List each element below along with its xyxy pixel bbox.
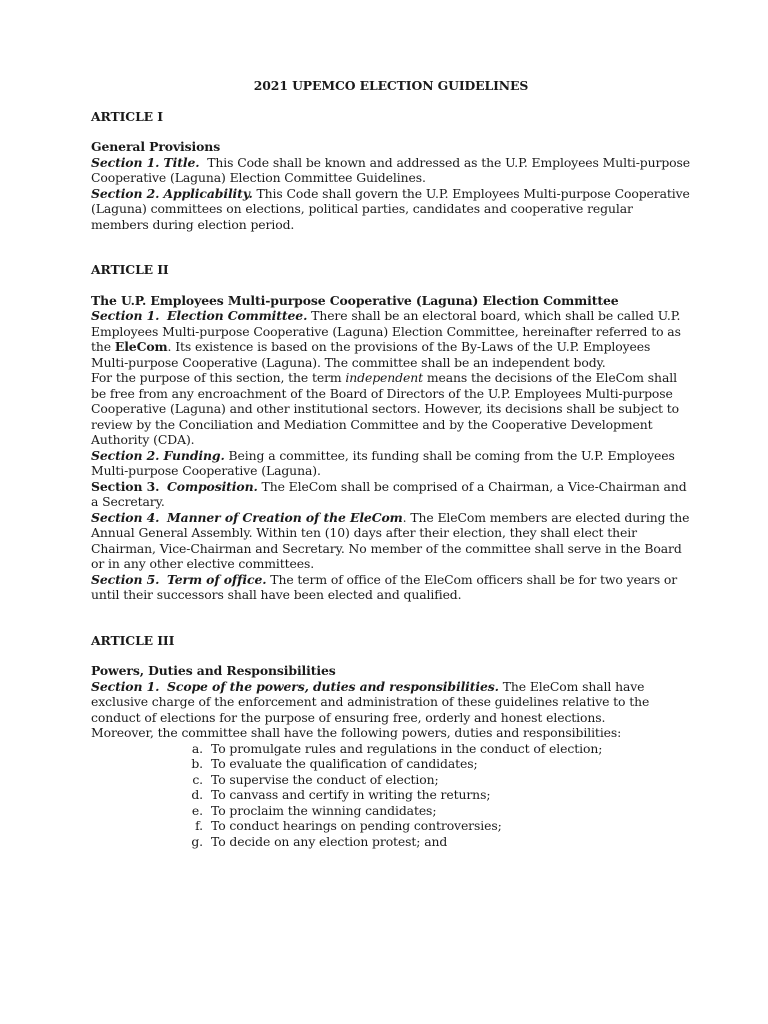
section-number: Section 1. (91, 308, 160, 323)
article-2-section-5 (91, 572, 691, 603)
article-1-section-1 (91, 155, 691, 186)
section-number: Section 5. (91, 571, 160, 587)
list-item (181, 803, 691, 819)
article-2-section-3 (91, 479, 691, 510)
article-2-label: ARTICLE II (91, 262, 169, 277)
section-number: Section 4. (91, 509, 160, 525)
section-text: Being a committee, its funding shall be coming from the U.P. Employees Multi-purpose Cooperative (Laguna). (91, 447, 675, 478)
elecom-term: EleCom (114, 339, 168, 354)
list-item (181, 741, 691, 757)
section-label: Scope of the powers, duties and responsibilities. (167, 678, 499, 694)
article-2-section-2 (91, 448, 691, 479)
article-3-heading: Powers, Duties and Responsibilities (91, 663, 336, 678)
section-text: The term of office of the EleCom officers shall be for two years or until their successors shall have been elected and qualified. (91, 571, 678, 602)
article-3-section-1 (91, 679, 691, 726)
list-item (181, 772, 691, 788)
section-number: Section 1. (91, 678, 160, 694)
list-text: To proclaim the winning candidates; (211, 802, 437, 818)
list-item (181, 834, 691, 850)
list-letter: a. (191, 740, 203, 756)
powers-list (91, 741, 691, 850)
section-text: The EleCom shall be comprised of a Chairman, a Vice-Chairman and a Secretary. (91, 478, 687, 509)
list-letter: b. (191, 756, 203, 771)
document-title: 2021 UPEMCO ELECTION GUIDELINES (253, 78, 529, 93)
independent-definition (91, 370, 691, 448)
list-text: To promulgate rules and regulations in the conduct of election; (211, 740, 603, 756)
list-text: To conduct hearings on pending controversies; (211, 818, 502, 833)
list-item (181, 818, 691, 834)
section-label: Manner of Creation of the EleCom (167, 509, 403, 525)
section-number: Section 3. (91, 478, 160, 494)
article-2-section-4 (91, 510, 691, 572)
list-text: To canvass and certify in writing the returns; (211, 787, 491, 802)
section-label: Section 1. Title. (91, 154, 200, 170)
powers-intro: Moreover, the committee shall have the following powers, duties and responsibilities: (91, 725, 622, 740)
section-text: . The EleCom members are elected during the Annual General Assembly. Within ten (10) days after their election, they shall elect their Chairman, Vice-Chairman and Secretary. No member of the committee shall serve in the Board or in any other elective committees. (91, 509, 690, 571)
list-text: To decide on any election protest; and (211, 833, 448, 849)
section-label: Section 2. Applicability. (91, 185, 253, 201)
article-2-section-1 (91, 308, 691, 370)
section-text: This Code shall govern the U.P. Employees Multi-purpose Cooperative (Laguna) committees on elections, political parties, candidates and cooperative regular members during election period. (91, 185, 690, 232)
list-item (181, 756, 691, 772)
list-letter: f. (195, 818, 203, 833)
article-1-section-2 (91, 186, 691, 233)
section-label: Composition. (167, 478, 258, 494)
list-letter: g. (191, 833, 203, 849)
article-1-label: ARTICLE I (91, 108, 163, 124)
section-text: This Code shall be known and addressed as the U.P. Employees Multi-purpose Cooperative (Laguna) Election Committee Guidelines. (91, 154, 691, 185)
section-text: The EleCom shall have exclusive charge of the enforcement and administration of these guidelines relative to the conduct of elections for the purpose of ensuring free, orderly and honest elections. (91, 678, 650, 725)
list-item (181, 787, 691, 803)
section-label: Election Committee. (167, 308, 308, 323)
list-text: To supervise the conduct of election; (211, 771, 439, 787)
document-page (91, 78, 691, 849)
definition-text: means the decisions of the EleCom shall be free from any encroachment of the Board of Directors of the U.P. Employees Multi-purpose Cooperative (Laguna) and other institutional sectors. However, its decisions shall be subject to review by the Conciliation and Mediation Committee and by the Cooperative Development Authority (CDA). (91, 370, 680, 447)
article-2-heading: The U.P. Employees Multi-purpose Cooperative (Laguna) Election Committee (91, 292, 619, 308)
section-text: There shall be an electoral board, which shall be called U.P. Employees Multi-purpose Cooperative (Laguna) Election Committee, hereinafter referred to as the (91, 308, 681, 354)
section-label: Term of office. (167, 571, 267, 587)
article-3-label: ARTICLE III (91, 632, 175, 648)
section-label: Section 2. Funding. (91, 447, 225, 463)
definition-text: For the purpose of this section, the term (91, 370, 342, 385)
section-text: . Its existence is based on the provisions of the By-Laws of the U.P. Employees Multi-purpose Cooperative (Laguna). The committee shall be an independent body. (91, 339, 651, 370)
list-letter: d. (191, 787, 203, 802)
list-letter: e. (191, 802, 203, 818)
independent-term: independent (345, 370, 423, 385)
list-letter: c. (192, 771, 203, 787)
list-text: To evaluate the qualification of candidates; (211, 756, 478, 771)
article-1-heading: General Provisions (91, 139, 221, 154)
